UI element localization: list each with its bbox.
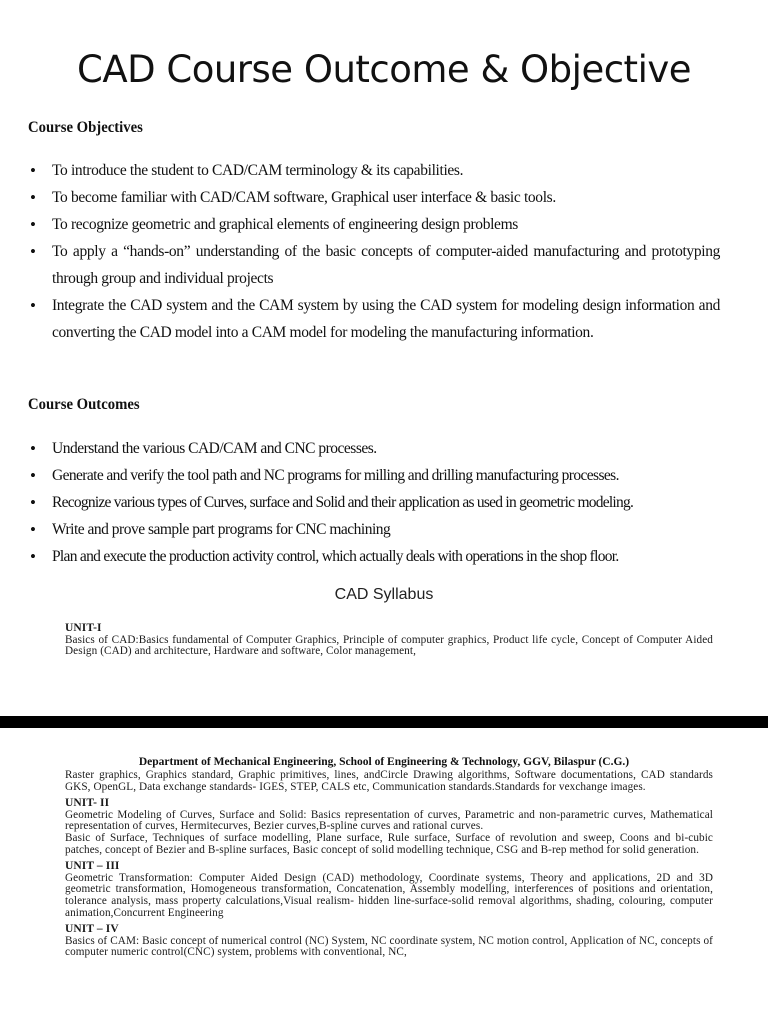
unit1-continued: Raster graphics, Graphics standard, Graphic primitives, lines, andCircle Drawing algorithms, Software documentations, CAD standards GKS, OpenGL, Data exchange standards- IGES, STEP, CALS etc, Communication standards.Standards for vexchange images.	[65, 769, 713, 793]
department-header: Department of Mechanical Engineering, School of Engineering & Technology, GGV, Bilaspur (C.G.)	[138, 756, 630, 768]
unit2-text-2: Basic of Surface, Techniques of surface modelling, Plane surface, Rule surface, Surface of revolution and sweep, Coons and bi-cubic patches, concept of Bezier and B-spline surfaces, Basic concept of solid modelling technique, CSG and B-rep method for solid generation.	[65, 831, 713, 856]
unit1-text: Basics of CAD:Basics fundamental of Computer Graphics, Principle of computer graphics, Product life cycle, Concept of Computer Aided Design (CAD) and architecture, Hardware and software, Color management,	[65, 633, 713, 658]
unit4-heading: UNIT – IV	[65, 923, 119, 936]
outcome-item: • Generate and verify the tool path and NC programs for milling and drilling manufacturing processes.	[0, 462, 768, 489]
unit1-heading: UNIT-I	[65, 622, 102, 634]
page-separator	[0, 716, 768, 728]
unit2-heading: UNIT- II	[65, 797, 110, 810]
objectives-heading: Course Objectives	[28, 119, 143, 136]
objective-item: • Integrate the CAD system and the CAM system by using the CAD system for modeling design information and converting the CAD model into a CAM model for modeling the manufacturing information.	[0, 292, 768, 346]
syllabus-title: CAD Syllabus	[334, 586, 434, 603]
outcomes-list	[0, 435, 768, 570]
unit4-text: Basics of CAM: Basic concept of numerical control (NC) System, NC coordinate system, NC motion control, Application of NC, concepts of computer numeric control(CNC) system, problems with conventional, NC,	[65, 934, 713, 959]
outcome-item: • Plan and execute the production activity control, which actually deals with operations in the shop floor.	[0, 543, 768, 570]
syllabus-body	[65, 770, 713, 959]
unit1-block	[65, 623, 713, 658]
objective-item: • To introduce the student to CAD/CAM terminology & its capabilities.	[0, 157, 768, 184]
objective-item: • To apply a “hands-on” understanding of the basic concepts of computer-aided manufacturing and prototyping through group and individual projects	[0, 238, 768, 292]
objective-item: • To become familiar with CAD/CAM software, Graphical user interface & basic tools.	[0, 184, 768, 211]
objectives-list	[0, 157, 768, 346]
objective-item: • To recognize geometric and graphical elements of engineering design problems	[0, 211, 768, 238]
outcome-item: • Recognize various types of Curves, surface and Solid and their application as used in geometric modeling.	[0, 489, 768, 516]
outcome-item: • Write and prove sample part programs for CNC machining	[0, 516, 768, 543]
outcomes-heading: Course Outcomes	[28, 396, 140, 413]
unit3-text: Geometric Transformation: Computer Aided Design (CAD) methodology, Coordinate systems, Theory and applications, 2D and 3D geometric transformation, Homogeneous transformation, Concatenation, Assembly modelling, interferences of positions and orientation, tolerance analysis, mass property calculations,Visual realism- hidden line-surface-solid removal algorithms, shading, colouring, computer animation,Concurrent Engineering	[65, 871, 713, 919]
slide-title: CAD Course Outcome & Objective	[76, 48, 692, 91]
unit3-heading: UNIT – III	[65, 860, 120, 873]
outcome-item: • Understand the various CAD/CAM and CNC processes.	[0, 435, 768, 462]
unit2-text-1: Geometric Modeling of Curves, Surface and Solid: Basics representation of curves, Parametric and non-parametric curves, Mathematical representation of curves, Hermitecurves, Bezier curves,B-spline curves and rational curves.	[65, 808, 713, 833]
